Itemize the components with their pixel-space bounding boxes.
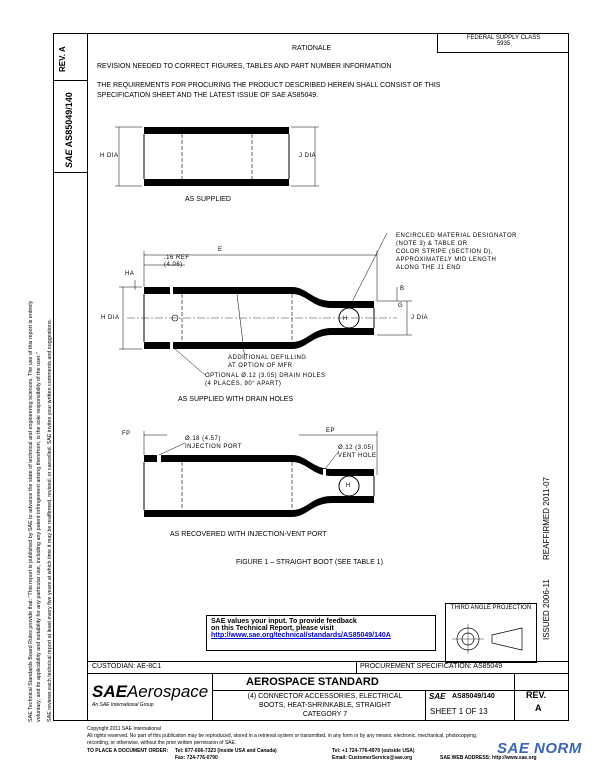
small-sae-logo: SAE [429,692,446,701]
federal-supply-box [437,33,569,53]
rev-divider [514,673,515,721]
footer-rights: All rights reserved. No part of this publication may be reproduced, stored in a retrieval system or transmitted, in any form or by any means, electronic, mechanical, photocopying, [87,733,478,739]
projection-box [445,603,537,663]
h-dia-top-label: H DIA [100,153,119,159]
dim-f-label-2: (4.06) [164,262,183,268]
title-doc-number: AS85049/140 [452,693,495,700]
drain-hole-caption: AS SUPPLIED WITH DRAIN HOLES [178,396,294,403]
dim-f-label-1: .16 REF [164,255,190,261]
requirements-line-2: SPECIFICATION SHEET AND THE LATEST ISSUE OF SAE AS85049. [97,92,319,99]
vent-hole-1: Ø.12 (3.05) [338,445,374,451]
logo-divider [212,673,213,721]
disclaimer-line-3: SAE reviews each technical report at least every five years at which time it may be reaffirmed, revised, or cancelled. SAE invites your written comments and suggestions. [47,318,53,722]
figure-with-drain-holes [87,225,569,405]
disclaimer-line-1: SAE Technical Standards Board Rules provide that: "This report is published by SAE to advance the state of technical and engineering sciences. The use of this report is entirely [28,300,34,722]
rationale-text: REVISION NEEDED TO CORRECT FIGURES, TABLES AND PART NUMBER INFORMATION [97,63,392,70]
footer-order: TO PLACE A DOCUMENT ORDER: [87,748,169,754]
footer-copyright: Copyright 2011 SAE International [87,726,161,732]
dim-fp-label: FP [122,431,131,437]
dim-b-label: B [400,286,405,292]
description-1: (4) CONNECTOR ACCESSORIES, ELECTRICAL [247,693,403,700]
rationale-title: RATIONALE [292,45,332,52]
sheet-number: SHEET 1 OF 13 [430,707,488,716]
feedback-box [206,615,436,651]
callout-material-4: APPROXIMATELY MID LENGTH [396,257,497,263]
callout-optional-1: OPTIONAL Ø.12 (3.05) DRAIN HOLES [205,373,326,379]
reaffirmed-date: REAFFIRMED 2011-07 [542,477,551,560]
h-dia-mid-label: H DIA [101,315,120,321]
footer-email: Email: CustomerService@sae.org [332,755,413,761]
callout-optional-2: (4 PLACES, 90° APART) [205,381,282,387]
injection-port-1: Ø.18 (4.57) [185,436,221,442]
rev-box-divider [53,80,87,81]
vertical-sae: SAE [64,149,74,168]
projection-symbol [446,611,538,661]
as-supplied-caption: AS SUPPLIED [185,196,231,203]
aerospace-standard-title: AEROSPACE STANDARD [246,676,379,688]
requirements-line-1: THE REQUIREMENTS FOR PROCURING THE PRODUCT DESCRIBED HEREIN SHALL CONSIST OF THIS [97,82,441,89]
j-dia-top-label: J DIA [299,153,317,159]
description-2: BOOTS, HEAT-SHRINKABLE, STRAIGHT [258,702,392,709]
footer-tel-2: Tel: +1 724-776-4970 (outside USA) [332,748,415,754]
feedback-line-1: SAE values your input. To provide feedback [211,618,357,625]
custodian: CUSTODIAN: AE-8C1 [92,663,162,670]
rev-box [58,46,67,72]
title-block-top-line [87,661,569,662]
vent-hole-2: VENT HOLE [338,453,377,459]
title-rev-value: A [535,703,542,713]
projection-label: THIRD ANGLE PROJECTION [450,605,532,611]
callout-material-2: (NOTE 3) & TABLE OR [396,241,468,247]
federal-supply-number: 5935 [496,41,511,47]
docnum-box-divider [53,172,87,173]
logo-aerospace: Aerospace [126,682,209,701]
bottom-marking-letter: H [346,483,351,489]
callout-material-5: ALONG THE J1 END [396,265,461,271]
dim-ep-label: EP [326,428,336,434]
procurement-spec: PROCUREMENT SPECIFICATION: AS85049 [360,663,503,670]
callout-additional-2: AT OPTION OF MFR [228,363,293,369]
rev-box-value: A [58,46,67,53]
callout-material-3: COLOR STRIPE (SECTION D), [396,249,494,255]
tube-bottom-wall [144,179,289,186]
injection-port-2: INJECTION PORT [185,444,242,450]
footer-rights-2: recording, or otherwise, without the prior written permission of SAE. [87,740,237,746]
title-divider [212,690,569,691]
vertical-docnum: AS85049/140 [64,92,74,148]
dim-g-label: G [398,303,404,309]
sae-aerospace-logo [92,682,208,708]
title-block-mid-line [87,673,569,674]
footer-tel-1: Tel: 877-606-7323 (inside USA and Canada) [175,748,277,754]
dim-e-label: E [218,247,223,253]
callout-material-1: ENCIRCLED MATERIAL DESIGNATOR [396,233,517,239]
footer-fax: Fax: 724-776-0790 [175,755,218,761]
feedback-link[interactable]: http://www.sae.org/technical/standards/AS85049/140A [211,632,391,639]
issued-date: ISSUED 2006-11 [542,579,551,640]
federal-supply-class: FEDERAL SUPPLY CLASS [466,35,541,41]
rev-box-label: REV. [58,54,67,72]
logo-tagline: An SAE International Group [92,702,154,708]
j-dia-mid-label: J DIA [411,315,429,321]
feedback-line-2: on this Technical Report, please visit [211,625,334,632]
callout-additional-1: ADDITIONAL DEFILLING [228,355,307,361]
figure-injection-vent [87,425,569,540]
title-rev-label: REV. [526,690,547,700]
logo-sae: SAE [92,682,127,701]
watermark-sae-norm: SAE NORM [497,740,582,757]
footer-web: SAE WEB ADDRESS: http://www.sae.org [440,755,537,761]
description-3: CATEGORY 7 [302,711,348,718]
mid-marking-letter: H [343,316,348,322]
figure-caption: FIGURE 1 – STRAIGHT BOOT (SEE TABLE 1) [236,559,383,566]
custodian-divider [356,661,357,673]
injection-vent-caption: AS RECOVERED WITH INJECTION-VENT PORT [170,531,327,538]
dim-ha-label: HA [125,271,135,277]
figure-as-supplied [87,110,569,220]
disclaimer-line-2: voluntary, and its applicability and suitability for any particular use, including any patent infringement arising therefrom, is the sole responsibility of the user." [36,352,42,722]
tube-top-wall [144,127,289,134]
vertical-doc-number [64,92,74,168]
desc-divider [425,690,426,721]
